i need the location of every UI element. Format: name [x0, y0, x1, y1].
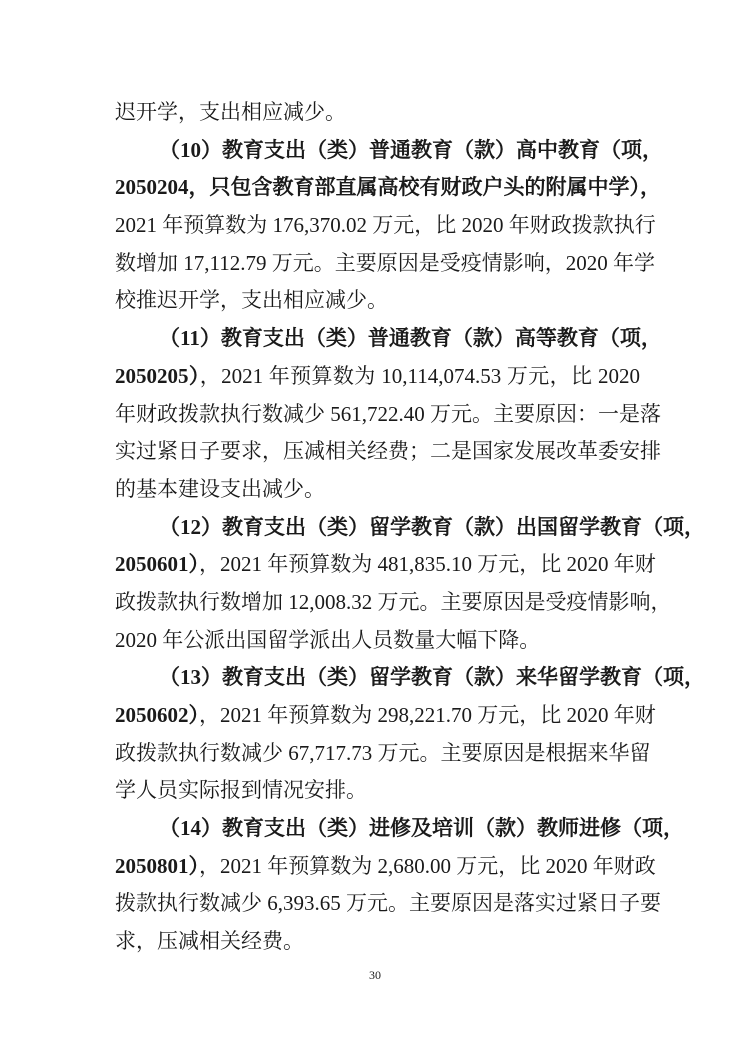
text-line: [115, 320, 662, 358]
body-text-segment: ，2021 年预算数为 481,835.10 万元，比 2020 年财: [199, 552, 656, 577]
body-text-segment: 迟开学，支出相应减少。: [115, 100, 346, 124]
text-line: [115, 132, 663, 170]
text-line: [115, 509, 705, 547]
text-line: [115, 94, 640, 132]
paragraph: [115, 509, 705, 660]
heading-text: 2050602）: [115, 703, 199, 727]
text-line: [115, 923, 640, 961]
body-text-segment: 拨款执行数减少 6,393.65 万元。主要原因是落实过紧日子要: [115, 891, 661, 916]
body-text-segment: 年财政拨款执行数减少 561,722.40 万元。主要原因：一是落: [115, 401, 661, 426]
text-line: [115, 697, 656, 735]
body-text-segment: ，2021 年预算数为 10,114,074.53 万元，比 2020: [199, 363, 640, 388]
text-line: [115, 772, 640, 810]
text-line: [115, 810, 684, 848]
paragraph: [115, 810, 684, 961]
body-text-segment: 政拨款执行数增加 12,008.32 万元。主要原因是受疫情影响，: [115, 589, 672, 614]
body-text: [115, 94, 705, 961]
text-line: [115, 396, 661, 434]
body-text-segment: 求，压减相关经费。: [115, 929, 304, 954]
body-text-segment: 的基本建设支出减少。: [115, 476, 325, 501]
text-line: [115, 659, 705, 697]
heading-text: （13）教育支出（类）留学教育（款）来华留学教育（项，: [159, 665, 705, 690]
body-text-segment: 校推迟开学，支出相应减少。: [115, 288, 388, 313]
text-line: [115, 546, 656, 584]
body-text-segment: 学人员实际报到情况安排。: [115, 778, 367, 803]
text-line: [115, 169, 661, 207]
body-text-segment: 政拨款执行数减少 67,717.73 万元。主要原因是根据来华留: [115, 740, 651, 765]
text-line: [115, 584, 672, 622]
paragraph: [115, 659, 705, 810]
heading-text: 2050801）: [115, 853, 199, 878]
text-line: [115, 245, 655, 283]
heading-text: 2050204，只包含教育部直属高校有财政户头的附属中学），: [115, 175, 661, 200]
body-text-segment: ，2021 年预算数为 298,221.70 万元，比 2020 年财: [199, 703, 656, 727]
paragraph: [115, 132, 663, 320]
heading-text: 2050205）: [115, 363, 200, 388]
body-text-segment: 2021 年预算数为 176,370.02 万元，比 2020 年财政拨款执行: [115, 213, 656, 238]
heading-text: （12）教育支出（类）留学教育（款）出国留学教育（项，: [159, 514, 705, 539]
page-number: 30: [369, 968, 381, 982]
heading-text: （10）教育支出（类）普通教育（款）高中教育（项，: [159, 137, 663, 162]
text-line: [115, 471, 640, 509]
heading-text: （11）教育支出（类）普通教育（款）高等教育（项，: [159, 326, 662, 351]
text-line: [115, 207, 656, 245]
body-text-segment: 实过紧日子要求，压减相关经费；二是国家发展改革委安排: [115, 439, 661, 464]
text-line: [115, 735, 651, 773]
paragraph: [115, 94, 640, 132]
body-text-segment: ，2021 年预算数为 2,680.00 万元，比 2020 年财政: [199, 853, 656, 878]
heading-text: （14）教育支出（类）进修及培训（款）教师进修（项，: [159, 816, 684, 841]
text-line: [115, 622, 640, 660]
text-line: [115, 885, 661, 923]
body-text-segment: 2020 年公派出国留学派出人员数量大幅下降。: [115, 627, 541, 652]
text-line: [115, 358, 640, 396]
text-line: [115, 282, 640, 320]
paragraph: [115, 320, 662, 508]
text-line: [115, 848, 656, 886]
heading-text: 2050601）: [115, 552, 199, 577]
text-line: [115, 433, 661, 471]
body-text-segment: 数增加 17,112.79 万元。主要原因是受疫情影响，2020 年学: [115, 250, 655, 275]
